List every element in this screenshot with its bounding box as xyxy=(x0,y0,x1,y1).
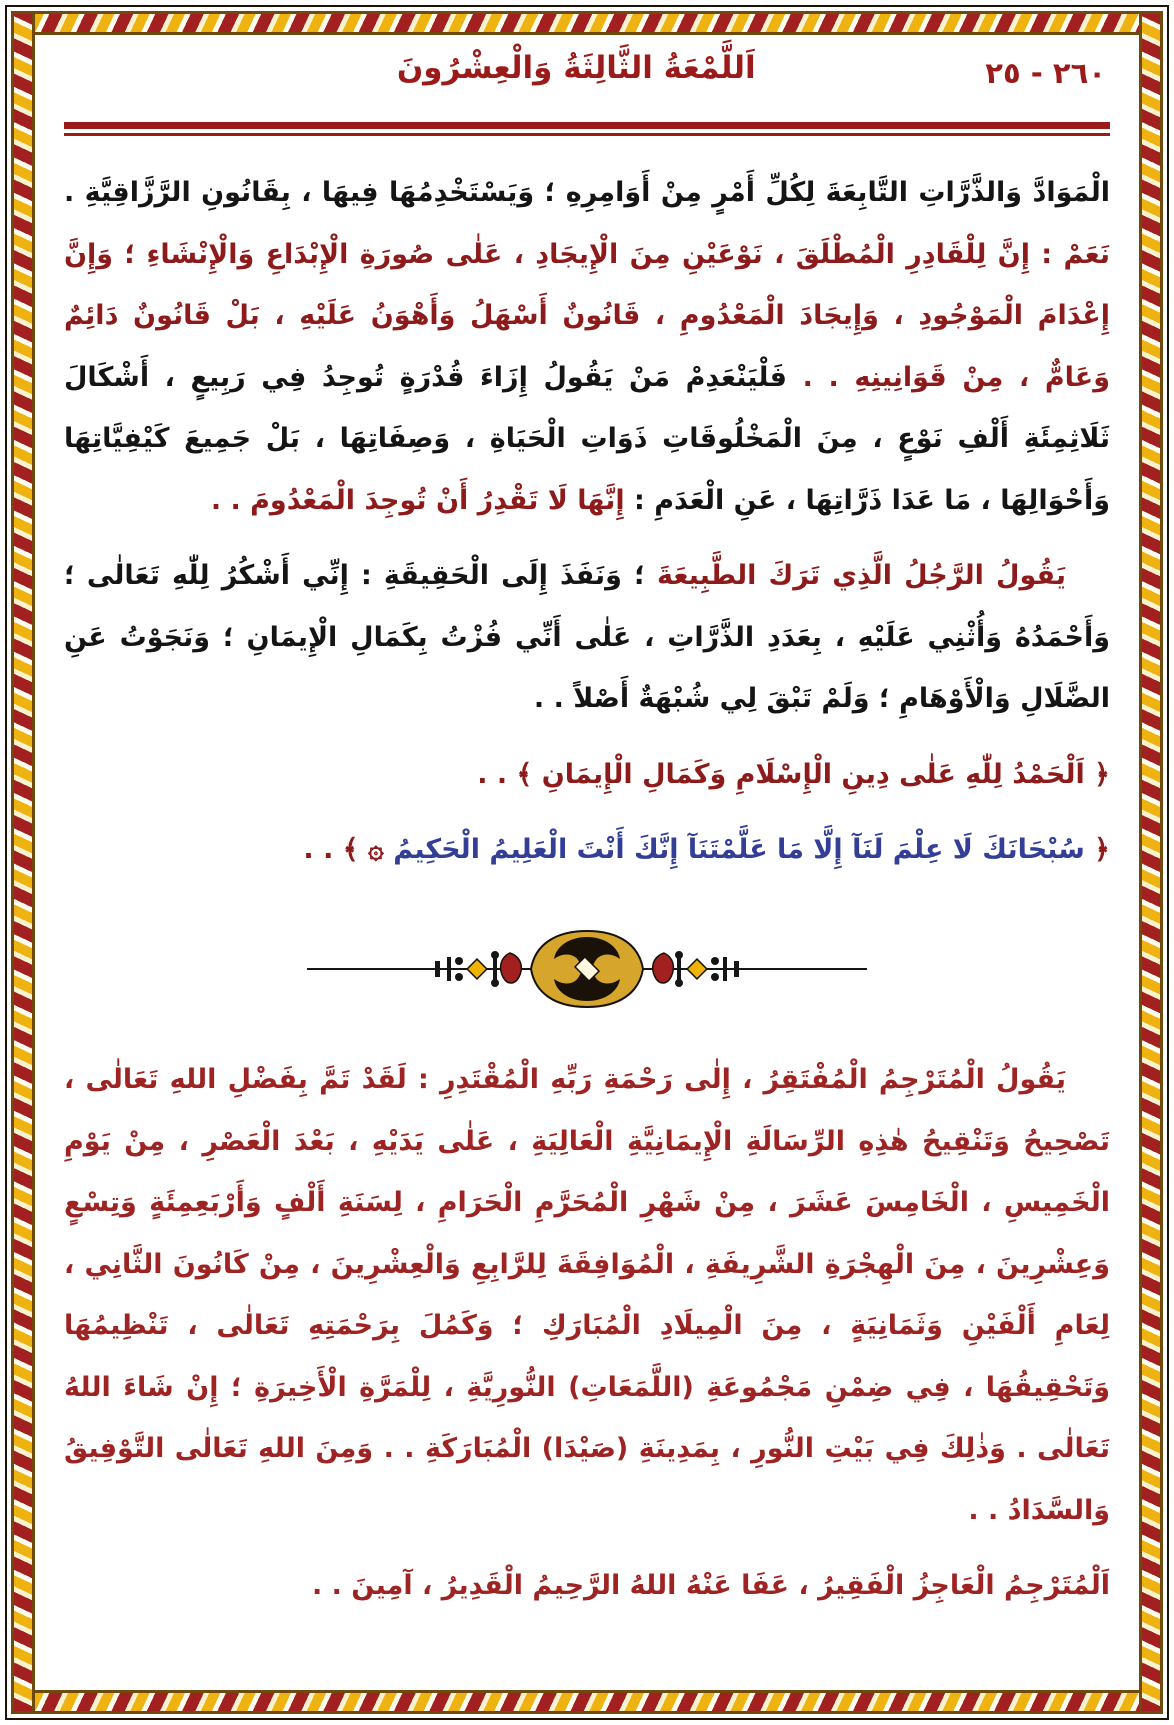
border-chain-bottom xyxy=(11,1690,1163,1714)
hamd-line xyxy=(64,744,1110,806)
text-segment: ﴾ . . xyxy=(303,834,368,866)
text-segment: يَقُولُ الرَّجُلُ الَّذِي تَرَكَ الطَّبِيعَةَ xyxy=(644,560,1066,592)
text-segment: الْمَوَادَّ وَالذَّرَّاتِ التَّابِعَةَ لِكُلِّ أَمْرٍ مِنْ أَوَامِرِهِ ؛ وَيَسْتَخْدِمُهَا فِيهَا ، بِقَانُونِ الرَّزَّاقِيَّةِ . xyxy=(64,177,1110,208)
text-segment: يَقُولُ الْمُتَرْجِمُ الْمُفْتَقِرُ ، إِلٰى رَحْمَةِ رَبِّهِ الْمُقْتَدِرِ : لَقَدْ تَمَّ بِفَضْلِ اللهِ تَعَالٰى ، تَصْحِيحُ وَتَنْقِيحُ هٰذِهِ الرِّسَالَةِ الْإِيمَانِيَّةِ الْعَالِيَةِ ، عَلٰى يَدَيْهِ ، بَعْدَ الْعَصْرِ ، مِنْ يَوْمِ الْخَمِيسِ ، الْخَامِسَ عَشَرَ ، مِنْ شَهْرِ الْمُحَرَّمِ الْحَرَامِ ، لِسَنَةِ أَلْفٍ وَأَرْبَعِمِئَةٍ وَتِسْعٍ وَعِشْرِينَ ، مِنَ الْهِجْرَةِ الشَّرِيفَةِ ، الْمُوَافِقَةَ لِلرَّابِعِ وَالْعِشْرِينَ ، مِنْ كَانُونَ الثَّانِي ، لِعَامِ أَلْفَيْنِ وَثَمَانِيَةٍ ، مِنَ الْمِيلَادِ الْمُبَارَكِ ؛ وَكَمُلَ بِرَحْمَتِهِ تَعَالٰى ، تَنْظِيمُهَا وَتَحْقِيقُهَا ، فِي ضِمْنِ مَجْمُوعَةِ (اللَّمَعَاتِ) النُّورِيَّةِ ، لِلْمَرَّةِ الْأَخِيرَةِ ؛ إِنْ شَاءَ اللهُ تَعَالٰى . وَذٰلِكَ فِي بَيْتِ النُّورِ ، بِمَدِينَةِ (صَيْدَا) الْمُبَارَكَةِ . . وَمِنَ اللهِ تَعَالٰى التَّوْفِيقُ وَالسَّدَادُ . . xyxy=(64,1064,1110,1526)
text-segment: نَعَمْ : إِنَّ لِلْقَادِرِ الْمُطْلَقَ ، نَوْعَيْنِ مِنَ الْإِيجَادِ ، عَلٰى صُورَةِ الْإِبْدَاعِ وَالْإِنْشَاءِ ؛ وَإِنَّ إِعْدَامَ الْمَوْجُودِ ، وَإِيجَادَ الْمَعْدُومِ ، قَانُونٌ أَسْهَلُ وَأَهْوَنُ عَلَيْهِ ، بَلْ قَانُونٌ دَائِمٌ وَعَامٌّ ، مِنْ قَوَانِينِهِ . . xyxy=(64,238,1110,393)
text-segment: سُبْحَانَكَ لَا عِلْمَ لَنَآ إِلَّا مَا عَلَّمْتَنَآ إِنَّكَ أَنْتَ الْعَلِيمُ الْحَكِيمُ xyxy=(383,834,1085,866)
border-chain-top xyxy=(11,11,1163,35)
text-segment: إِنَّهَا لَا تَقْدِرُ أَنْ تُوجِدَ الْمَعْدُومَ . . xyxy=(210,484,625,516)
translator-signature xyxy=(64,1555,1110,1617)
paragraph-man-of-truth xyxy=(64,545,1110,730)
page-title: اَللَّمْعَةُ الثَّالِثَةُ وَالْعِشْرُونَ xyxy=(396,50,756,86)
text-segment: ﴿ اَلْحَمْدُ لِلّٰهِ عَلٰى دِينِ الْإِسْلَامِ وَكَمَالِ الْإِيمَانِ ﴾ . . xyxy=(477,758,1110,790)
ornament-divider-icon xyxy=(307,927,867,1011)
page-number: ٢٦٠ - ٢٥ xyxy=(985,56,1106,90)
text-segment: فَلْيَنْعَدِمْ مَنْ يَقُولُ إِزَاءَ قُدْرَةٍ تُوجِدُ فِي رَبِيعٍ ، أَشْكَالَ ثَلَاثِمِئَةِ أَلْفِ نَوْعٍ ، مِنَ الْمَخْلُوقَاتِ ذَوَاتِ الْحَيَاةِ ، وَصِفَاتِهَا ، بَلْ جَمِيعَ كَيْفِيَّاتِهَا وَأَحْوَالِهَا ، مَا عَدَا ذَرَّاتِهَا ، عَنِ الْعَدَمِ : xyxy=(64,361,1110,516)
border-chain-left xyxy=(11,11,35,1714)
body-text xyxy=(64,162,1110,1617)
header-rule-thin xyxy=(64,133,1110,136)
text-segment: ﴿ xyxy=(1084,834,1110,866)
paragraph-continuation xyxy=(64,162,1110,531)
colophon-paragraph xyxy=(64,1049,1110,1541)
translator-colophon xyxy=(64,1049,1110,1617)
text-segment: ؛ وَنَفَذَ إِلَى الْحَقِيقَةِ : إِنِّي أَشْكُرُ لِلّٰهِ تَعَالٰى ؛ وَأَحْمَدُهُ وَأُثْنِي عَلَيْهِ ، بِعَدَدِ الذَّرَّاتِ ، عَلٰى أَنِّي فُزْتُ بِكَمَالِ الْإِيمَانِ ؛ وَنَجَوْتُ عَنِ الضَّلَالِ وَالْأَوْهَامِ ؛ وَلَمْ تَبْقَ لِي شُبْهَةٌ أَصْلاً . . xyxy=(64,560,1110,715)
header-rule-thick xyxy=(64,122,1110,129)
text-segment: اَلْمُتَرْجِمُ الْعَاجِزُ الْفَقِيرُ ، عَفَا عَنْهُ اللهُ الرَّحِيمُ الْقَدِيرُ ، آمِينَ . . xyxy=(311,1570,1110,1602)
text-segment: ۞ xyxy=(367,834,384,866)
border-chain-right xyxy=(1139,11,1163,1714)
ornament-divider xyxy=(64,927,1110,1015)
page-header xyxy=(64,48,1110,110)
page-content xyxy=(64,48,1110,1677)
quran-verse-line xyxy=(64,819,1110,881)
